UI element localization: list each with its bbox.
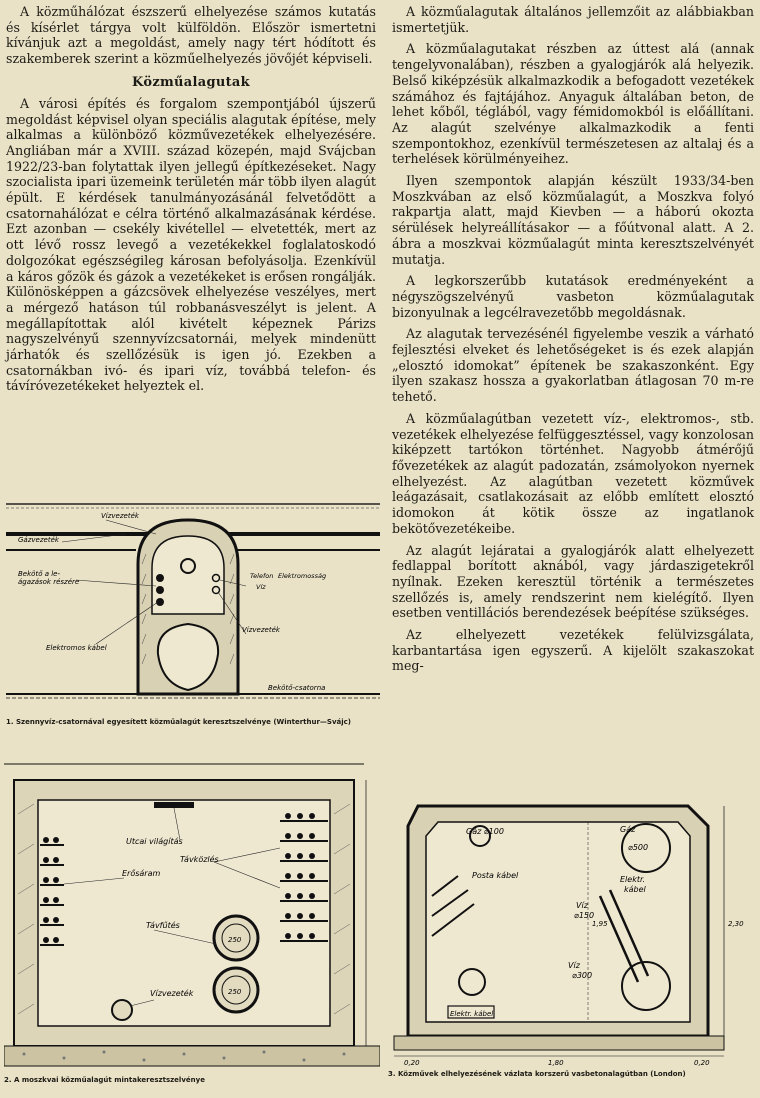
- fig3-dimension: 2,30: [728, 920, 744, 928]
- body-paragraph: Az alagutak tervezésénél figyelembe veszik a várható fejlesztési elveket és lehetőségeket is és ezek alapján „elosztó idomokat” építenek be szakaszonként. Egy ilyen szakasz hossza a gyakorlatban átlagosan 70 m-re tehető.: [392, 326, 754, 405]
- body-paragraph: A közműalagútban vezetett víz-, elektromos-, stb. vezetékek elhelyezése felfüggesztéssel, vagy konzolosan kiképzett tartókon történhet. Nagyobb átmérőjű fővezetékek az alagút padozatán, zsámolyokon nyernek elhelyezést. Az alagútban vezetett közművek leágazásait, csatlakozásait az előbb említett elosztó idomokon át kötik össze az ingatlanok bekötővezetékeibe.: [392, 410, 754, 536]
- fig3-dimension: 1,80: [548, 1059, 564, 1067]
- right-column: [392, 4, 754, 680]
- section-heading: Közműalagutak: [132, 74, 250, 90]
- fig2-label: Távfűtés: [146, 921, 180, 930]
- body-paragraph: A városi építés és forgalom szempontjából újszerű megoldást képvisel olyan speciális alagutak építése, mely alkalmas a különböző közművezetékek elhelyezésére. Angliában már a XVIII. század közepén, majd Svájcban 1922/23-ban folytattak ilyen jellegű építkezéseket. Nagy szocialista ipari üzemeink területén már több ilyen alagút épült. E kérdések tanulmányozásánál felvetődött a csatornahálózat e célra történő alkalmazásának kérdése. Ezt azonban — csekély kivétellel — elvetették, mert az ott lévő rossz levegő a vezetékekkel foglalatoskodó dolgozókat egészségileg károsan befolyásolja. Ezenkívül a káros gőzök és gázok a vezetékeket is erősen rongálják. Különösképpen a gázcsövek elhelyezése veszélyes, mert a mérgező hatáson túl robbanásveszélyt is jelent. A megállapítottak alól kivételt képeznek Párizs nagyszelvényű szennyvízcsatornái, melyek mindenütt járhatók és szellőzésük is igen jó. Ezekben a csatornákban ivó- és ipari víz, továbbá telefon- és távíróvezetékeket helyeztek el.: [6, 95, 376, 394]
- fig3-label: kábel: [624, 885, 646, 894]
- fig1-label: Gázvezeték: [18, 536, 59, 544]
- fig3-label: Posta kábel: [472, 871, 519, 880]
- body-paragraph: Az alagút lejáratai a gyalogjárók alatt elhelyezett fedlappal borított aknából, vagy járdaszigetekről nyílnak. Ezeken keresztül történik a természetes szellőzés is, amely rendszerint nem kielégítő. Ilyen esetben ventillációs berendezések beépítése szükséges.: [392, 542, 754, 621]
- fig2-pipe-label: 250: [228, 936, 242, 944]
- fig1-label: Vízvezeték: [242, 626, 280, 634]
- body-paragraph: A közműalagutakat részben az úttest alá (annak tengelyvonalában), részben a gyalogjárók alá helyezik. Belső kiképzésük alkalmazkodik a befogadott vezetékek számához és fajtájához. Anyaguk általában beton, de lehet kőből, téglából, vagy fémidomokból is előállítani. Az alagút szelvénye alkalmazkodik a fenti szempontokhoz, ezenkívül természetesen az altalaj és a terhelések körülményeihez.: [392, 41, 754, 167]
- intro-paragraph: A közműhálózat észszerű elhelyezése számos kutatás és kísérlet tárgya volt külföldön. Először ismertetni kívánjuk azt a megoldást, amely nagy tért hódított és szakemberek szerint a közműelhelyezés jövőjét képviseli.: [6, 4, 376, 67]
- fig3-label: Gáz ⌀100: [466, 827, 504, 836]
- fig3-dimension: 0,20: [404, 1059, 420, 1067]
- fig1-label: Vízvezeték: [101, 512, 139, 520]
- fig2-pipe-label: 250: [228, 988, 242, 996]
- fig3-label: ⌀150: [574, 911, 595, 920]
- figure-3-drawing: [388, 786, 756, 1068]
- fig2-label: Utcai világítás: [126, 837, 183, 846]
- figure-1-caption: 1. Szennyvíz-csatornával egyesített közműalagút keresztszelvénye (Winterthur—Svájc): [6, 718, 352, 726]
- figure-2-caption: 2. A moszkvai közműalagút mintakeresztszelvénye: [4, 1076, 205, 1084]
- fig3-dimension: 1,95: [592, 920, 608, 928]
- body-paragraph: Ilyen szempontok alapján készült 1933/34-ben Moszkvában az első közműalagút, a Moszkva folyó rakpartja alatt, majd Kievben — a háború okozta sérülések helyreállításakor — a főútvonal alatt. A 2. ábra a moszkvai közműalagút minta keresztszelvényét mutatja.: [392, 173, 754, 267]
- fig3-label: Víz: [568, 961, 580, 970]
- fig1-label: [18, 569, 79, 586]
- fig3-label: Elektr. kábel: [450, 1010, 494, 1018]
- left-column: [6, 4, 376, 400]
- figure-3: [388, 786, 756, 1079]
- fig2-label: Távközlés: [180, 855, 219, 864]
- fig3-label: ⌀500: [628, 843, 649, 852]
- fig1-label: Bekötő-csatorna: [268, 684, 326, 692]
- body-paragraph: A legkorszerűbb kutatások eredményeként a négyszögszelvényű vasbeton közműalagutak bizonyulnak a legcélravezetőbb megoldásnak.: [392, 273, 754, 320]
- fig1-label: Telefon: [250, 572, 274, 580]
- figure-2: [4, 744, 380, 1085]
- fig1-label-line: ágazások részére: [18, 578, 80, 586]
- figure-1-drawing: [6, 494, 380, 716]
- fig3-label: ⌀300: [572, 971, 593, 980]
- body-paragraph: Az elhelyezett vezetékek felülvizsgálata, karbantartása igen egyszerű. A kijelölt szakaszokat meg-: [392, 627, 754, 674]
- fig1-label-line: Bekötő a le-: [18, 570, 60, 578]
- fig3-label: Elektr.: [620, 875, 646, 884]
- fig3-label: Víz: [576, 901, 588, 910]
- fig3-dimension: 0,20: [694, 1059, 710, 1067]
- fig1-label: Elektromosság: [278, 572, 327, 580]
- fig3-label: Gáz: [620, 825, 636, 834]
- figure-2-drawing: [4, 744, 380, 1074]
- fig1-label: Elektromos kábel: [46, 644, 107, 652]
- figure-3-caption: 3. Közművek elhelyezésének vázlata korszerű vasbetonalagútban (London): [388, 1070, 686, 1078]
- body-paragraph: A közműalagutak általános jellemzőit az alábbiakban ismertetjük.: [392, 4, 754, 35]
- fig2-label: Vízvezeték: [150, 989, 194, 998]
- fig1-label: Víz: [256, 583, 266, 591]
- figure-1: [6, 494, 380, 727]
- fig2-label: Erősáram: [122, 869, 161, 878]
